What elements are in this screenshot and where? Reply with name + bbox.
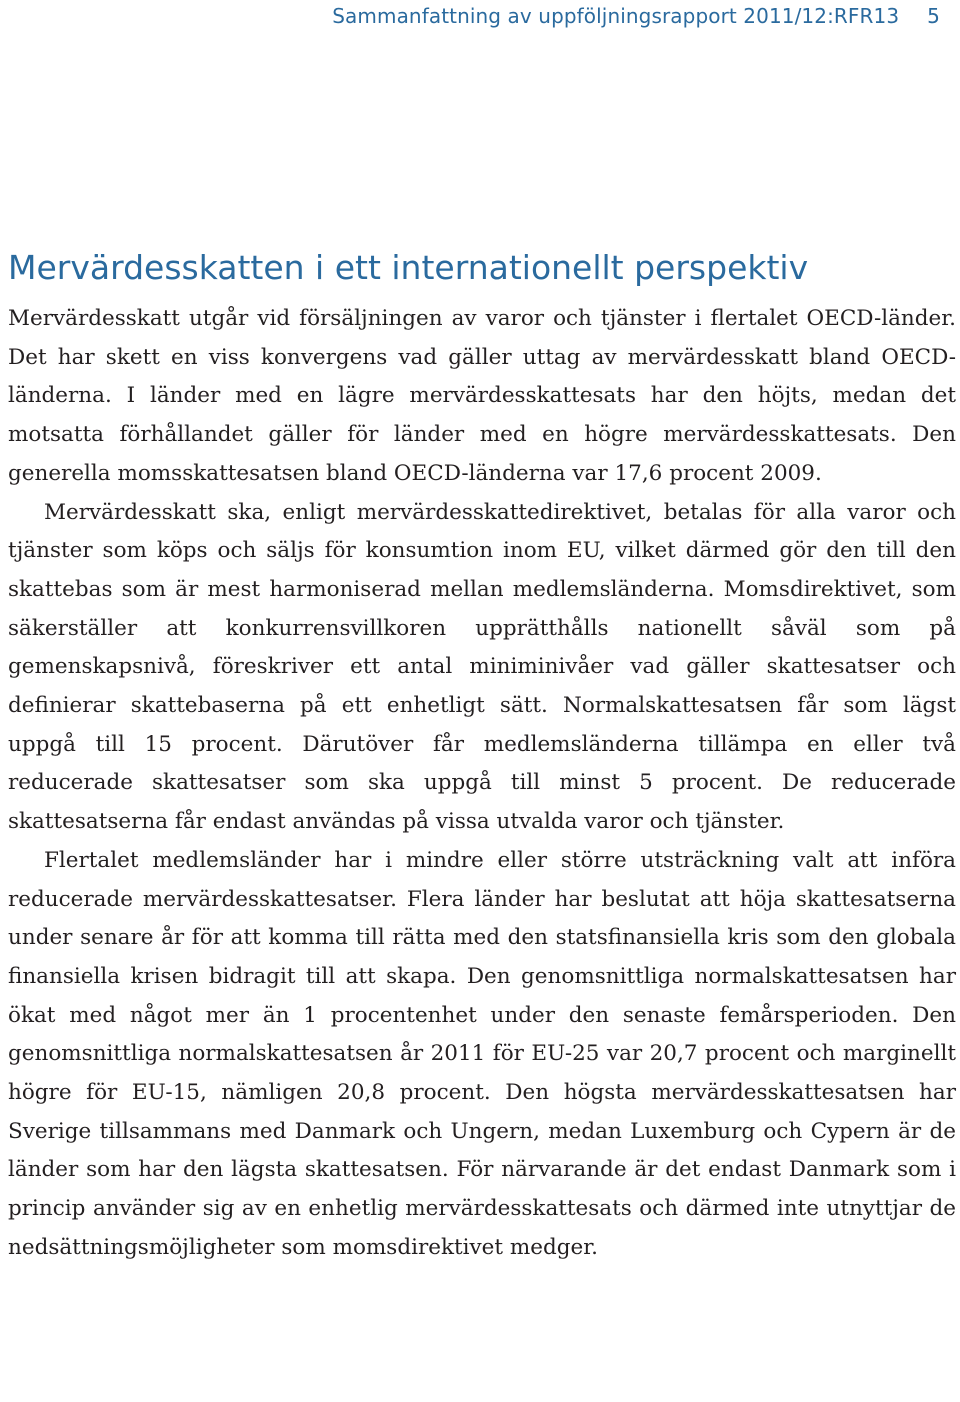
body-text bbox=[8, 300, 956, 1268]
running-header bbox=[332, 0, 940, 32]
page-number: 5 bbox=[927, 4, 940, 28]
section-title: Mervärdesskatten i ett internationellt perspektiv bbox=[8, 248, 809, 287]
paragraph-2: Mervärdesskatt ska, enligt mervärdesskattedirektivet, betalas för alla varor och tjänster som köps och säljs för konsumtion inom EU, vilket därmed gör den till den skattebas som är mest harmoniserad mellan medlemsländerna. Momsdirektivet, som säkerställer att konkurrensvillkoren upprätthålls nationellt såväl som på gemenskapsnivå, föreskriver ett antal miniminivåer vad gäller skattesatser och definierar skattebaserna på ett enhetligt sätt. Normalskattesatsen får som lägst uppgå till 15 procent. Därutöver får medlemsländerna tillämpa en eller två reducerade skattesatser som ska uppgå till minst 5 procent. De reducerade skattesatserna får endast användas på vissa utvalda varor och tjänster. bbox=[8, 499, 956, 835]
paragraph-1: Mervärdesskatt utgår vid försäljningen av varor och tjänster i flertalet OECD-länder. Det har skett en viss konvergens vad gäller uttag av mervärdesskatt bland OECD-länderna. I länder med en lägre mervärdesskattesats har den höjts, medan det motsatta förhållandet gäller för länder med en högre mervärdesskattesats. Den generella momsskattesatsen bland OECD-länderna var 17,6 procent 2009. bbox=[8, 306, 956, 486]
running-header-title: Sammanfattning av uppföljningsrapport 2011/12:RFR13 bbox=[332, 4, 900, 28]
paragraph-3: Flertalet medlemsländer har i mindre eller större utsträckning valt att införa reducerade mervärdesskattesatser. Flera länder har beslutat att höja skattesatserna under senare år för att komma till rätta med den statsfinansiella kris som den globala finansiella krisen bidragit till att skapa. Den genomsnittliga normalskattesatsen har ökat med något mer än 1 procentenhet under den senaste femårsperioden. Den genomsnittliga normalskattesatsen år 2011 för EU-25 var 20,7 procent och marginellt högre för EU-15, nämligen 20,8 procent. Den högsta mervärdesskattesatsen har Sverige tillsammans med Danmark och Ungern, medan Luxemburg och Cypern är de länder som har den lägsta skattesatsen. För närvarande är det endast Danmark som i princip använder sig av en enhetlig mervärdesskattesats och därmed inte utnyttjar de nedsättningsmöjligheter som momsdirektivet medger. bbox=[8, 847, 956, 1260]
